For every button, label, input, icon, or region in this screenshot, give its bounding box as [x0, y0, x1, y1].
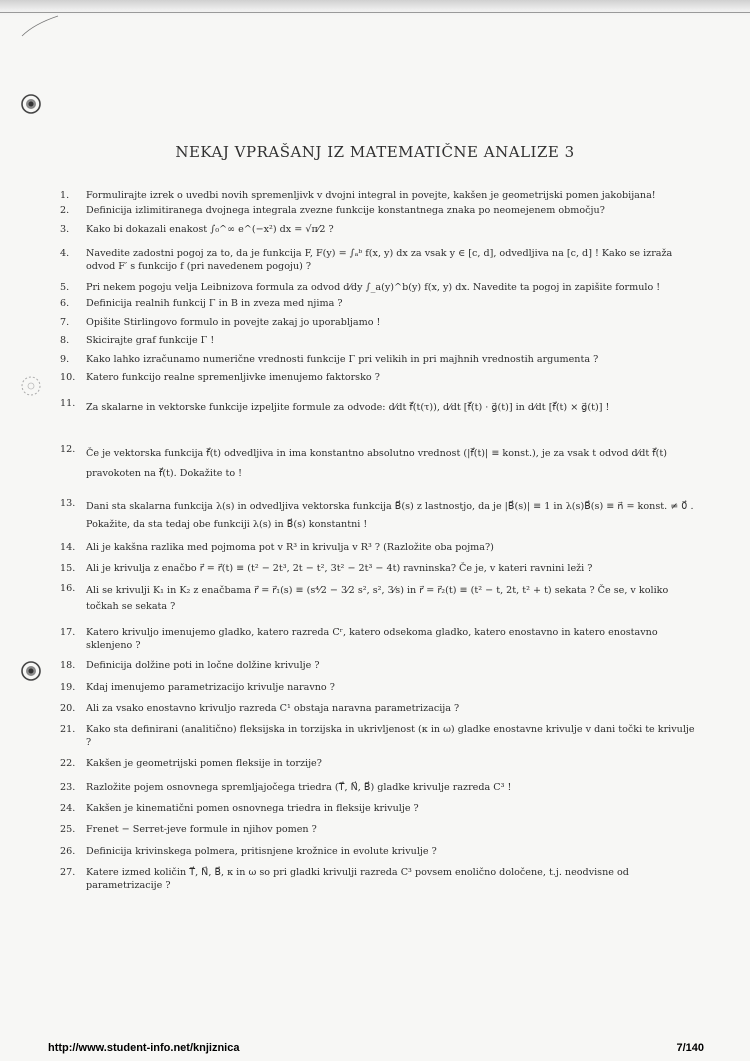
punch-hole-icon — [20, 93, 42, 115]
question-item: 18. Definicija dolžine poti in ločne dolžine krivulje ? — [60, 660, 320, 672]
question-item: 6. Definicija realnih funkcij Γ in B in zveza med njima ? — [60, 298, 343, 310]
question-item: 17. Katero krivuljo imenujemo gladko, katero razreda Cʳ, katero odsekoma gladko, katero enostavno in katero enostavno sklenjeno ? — [60, 627, 658, 651]
question-item: 10. Katero funkcijo realne spremenljivke imenujemo faktorsko ? — [60, 372, 380, 384]
question-item: 11. Za skalarne in vektorske funkcije izpeljite formule za odvode: d⁄dt f⃗(t(τ)), d⁄dt [f⃗(t) · g⃗(t)] in d⁄dt [f⃗(t) × g⃗(t)] ! — [60, 398, 610, 414]
question-item: 23. Razložite pojem osnovnega spremljajočega triedra (T⃗, N⃗, B⃗) gladke krivulje razreda C³ ! — [60, 781, 512, 793]
punch-hole-icon — [20, 375, 42, 397]
question-item: 12. Če je vektorska funkcija f⃗(t) odvedljiva in ima konstantno absolutno vrednost (|f⃗(t)| ≡ konst.), je za vsak t odvod d⁄dt f⃗(t) pravokoten na f⃗(t). Dokažite to ! — [60, 444, 668, 480]
question-item: 26. Definicija krivinskega polmera, pritisnjene krožnice in evolute krivulje ? — [60, 845, 437, 857]
pen-stroke-mark — [20, 14, 60, 38]
question-item: 8. Skicirajte graf funkcije Γ ! — [60, 335, 215, 347]
source-url: http://www.student-info.net/knjiznica — [48, 1042, 240, 1054]
question-item: 5. Pri nekem pogoju velja Leibnizova formula za odvod d⁄dy ∫_a(y)^b(y) f(x, y) dx. Navedite ta pogoj in zapišite formulo ! — [60, 282, 661, 294]
question-item: 13. Dani sta skalarna funkcija λ(s) in odvedljiva vektorska funkcija B⃗(s) z lastnostjo, da je |B⃗(s)| ≡ 1 in λ(s)B⃗(s) ≡ n⃗ = konst. ≠ 0⃗ . Pokažite, da sta tedaj obe funkciji λ(s) in B⃗(s) konstantni ! — [60, 498, 694, 531]
question-item: 14. Ali je kakšna razlika med pojmoma pot v R³ in krivulja v R³ ? (Razložite oba pojma?) — [60, 542, 494, 554]
question-item: 3. Kako bi dokazali enakost ∫₀^∞ e^(−x²) dx = √π⁄2 ? — [60, 223, 334, 235]
question-item: 4. Navedite zadostni pogoj za to, da je funkcija F, F(y) = ∫ₐᵇ f(x, y) dx za vsak y ∈ [c, d], odvedljiva na [c, d] ! Kako se izraža odvod F′ s funkcijo f (pri navedenem pogoju) ? — [60, 248, 673, 272]
question-item: 24. Kakšen je kinematični pomen osnovnega triedra in fleksije krivulje ? — [60, 802, 419, 814]
question-item: 15. Ali je krivulja z enačbo r⃗ = r⃗(t) ≡ (t² − 2t³, 2t − t², 3t² − 2t³ − 4t) ravninska? Če je, v kateri ravnini leži ? — [60, 562, 593, 574]
question-item: 21. Kako sta definirani (analitično) fleksijska in torzijska in ukrivljenost (κ in ω) gladke enostavne krivulje v dani točki te krivulje ? — [60, 724, 695, 748]
page-title: NEKAJ VPRAŠANJ IZ MATEMATIČNE ANALIZE 3 — [175, 143, 575, 161]
scan-edge — [0, 0, 750, 16]
question-item: 9. Kako lahko izračunamo numerične vrednosti funkcije Γ pri velikih in pri majhnih vrednostih argumenta ? — [60, 353, 599, 365]
question-item: 20. Ali za vsako enostavno krivuljo razreda C¹ obstaja naravna parametrizacija ? — [60, 702, 460, 714]
question-item: 16. Ali se krivulji K₁ in K₂ z enačbama r⃗ = r⃗₁(s) ≡ (s⁴⁄2 − 3⁄2 s², s², 3⁄s) in r⃗ = r⃗₂(t) ≡ (t² − t, 2t, t² + t) sekata ? Če se, v koliko točkah se sekata ? — [60, 583, 669, 613]
question-item: 27. Katere izmed količin T⃗, N⃗, B⃗, κ in ω so pri gladki krivulji razreda C³ povsem enolično določene, t.j. neodvisne od parametrizacije ? — [60, 867, 629, 891]
scan-line — [0, 12, 750, 13]
question-item: 7. Opišite Stirlingovo formulo in povejte zakaj jo uporabljamo ! — [60, 316, 381, 328]
question-list — [60, 190, 700, 892]
question-item: 25. Frenet − Serret-jeve formule in njihov pomen ? — [60, 824, 317, 836]
question-item: 2. Definicija izlimitiranega dvojnega integrala zvezne funkcije konstantnega znaka po neomejenem območju? — [60, 205, 605, 217]
question-item: 22. Kakšen je geometrijski pomen fleksije in torzije? — [60, 758, 322, 770]
question-item: 19. Kdaj imenujemo parametrizacijo krivulje naravno ? — [60, 681, 335, 693]
punch-hole-icon — [20, 660, 42, 682]
page-number: 7/140 — [676, 1042, 704, 1054]
question-item: 1. Formulirajte izrek o uvedbi novih spremenljivk v dvojni integral in povejte, kakšen je geometrijski pomen jakobijana! — [60, 190, 656, 201]
